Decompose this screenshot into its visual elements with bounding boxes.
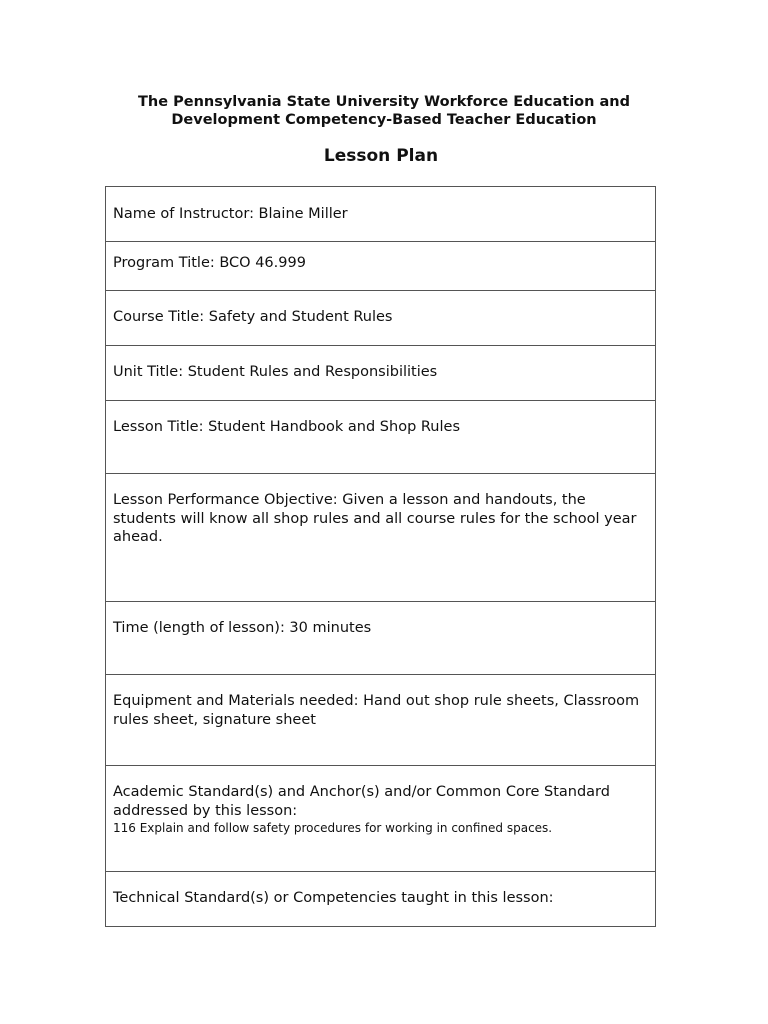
program-title-row <box>106 242 655 291</box>
course-title-text: Course Title: Safety and Student Rules <box>113 309 393 325</box>
lesson-title-text: Lesson Title: Student Handbook and Shop Rules <box>113 419 461 435</box>
lesson-title-row <box>106 401 655 474</box>
technical-standards-row <box>106 872 655 926</box>
page-title: Lesson Plan <box>323 146 439 166</box>
instructor-text: Name of Instructor: Blaine Miller <box>113 206 348 222</box>
performance-objective-text: Lesson Performance Objective: Given a lesson and handouts, the students will know all shop rules and all course rules for the school year ahead. <box>113 492 637 545</box>
program-title-text: Program Title: BCO 46.999 <box>113 255 306 271</box>
header-line-2: Development Competency-Based Teacher Education <box>171 112 597 128</box>
unit-title-row <box>106 346 655 401</box>
instructor-row <box>106 187 655 242</box>
equipment-text: Equipment and Materials needed: Hand out shop rule sheets, Classroom rules sheet, signature sheet <box>113 693 640 728</box>
time-text: Time (length of lesson): 30 minutes <box>113 620 372 636</box>
equipment-row <box>106 675 655 766</box>
performance-objective-row <box>106 474 655 602</box>
course-title-row <box>106 291 655 346</box>
header-line-1: The Pennsylvania State University Workforce Education and <box>138 94 630 110</box>
academic-standards-text: Academic Standard(s) and Anchor(s) and/or Common Core Standard addressed by this lesson: <box>113 784 610 819</box>
unit-title-text: Unit Title: Student Rules and Responsibilities <box>113 364 438 380</box>
lesson-plan-table <box>105 186 656 927</box>
time-row <box>106 602 655 675</box>
academic-standards-row <box>106 766 655 872</box>
academic-standards-detail: 116 Explain and follow safety procedures for working in confined spaces. <box>113 821 553 835</box>
document-header <box>0 93 768 129</box>
technical-standards-text: Technical Standard(s) or Competencies taught in this lesson: <box>113 890 554 906</box>
